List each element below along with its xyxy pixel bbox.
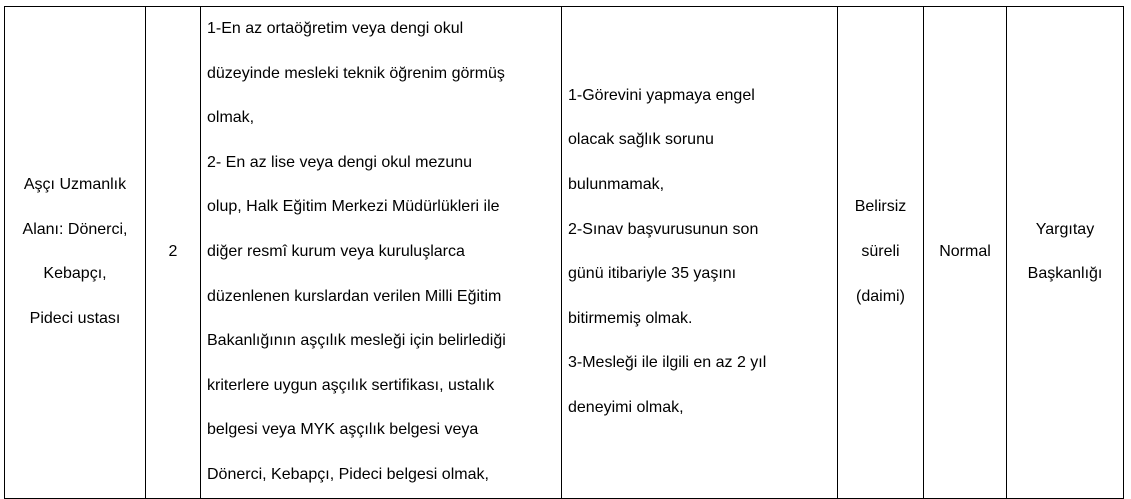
requirement-line: deneyimi olmak, (568, 399, 684, 417)
education-line: düzenlenen kurslardan verilen Milli Eğitim (207, 287, 502, 305)
duration-line: Belirsiz (854, 198, 907, 216)
type-cell (924, 7, 1007, 499)
duration-line: süreli (861, 242, 900, 260)
position-cell (5, 7, 146, 499)
recruitment-table (4, 6, 1124, 499)
duration-cell (838, 7, 924, 499)
institution-line: Yargıtay (1035, 220, 1095, 238)
education-line: 2- En az lise veya dengi okul mezunu (207, 153, 473, 171)
education-line: kriterlere uygun aşçılık sertifikası, ustalık (207, 376, 495, 394)
education-line: belgesi veya MYK aşçılık belgesi veya (207, 421, 479, 439)
education-line: Bakanlığının aşçılık mesleği için belirlediği (207, 332, 506, 350)
position-line: Alanı: Dönerci, (22, 220, 128, 238)
institution-cell (1007, 7, 1124, 499)
education-line: 1-En az ortaöğretim veya dengi okul (207, 20, 464, 37)
requirement-line: 3-Mesleği ile ilgili en az 2 yıl (568, 354, 767, 372)
requirement-line: 1-Görevini yapmaya engel (568, 86, 755, 104)
table-row (5, 7, 1124, 499)
position-line: Aşçı Uzmanlık (23, 176, 127, 194)
position-line: Pideci ustası (29, 309, 121, 327)
education-line: düzeyinde mesleki teknik öğrenim görmüş (207, 64, 505, 82)
duration-line: (daimi) (856, 287, 905, 305)
requirement-line: bulunmamak, (568, 176, 665, 194)
requirement-line: olacak sağlık sorunu (568, 131, 714, 149)
requirement-line: günü itibariyle 35 yaşını (568, 265, 737, 283)
requirement-line: 2-Sınav başvurusunun son (568, 220, 759, 238)
education-cell (201, 7, 562, 499)
education-line: Dönerci, Kebapçı, Pideci belgesi olmak, (207, 465, 489, 483)
education-line: diğer resmî kurum veya kuruluşlarca (207, 242, 465, 260)
employment-type: Normal (939, 242, 991, 260)
requirement-line: bitirmemiş olmak. (568, 309, 693, 327)
requirements-cell (562, 7, 838, 499)
count-cell (146, 7, 201, 499)
institution-line: Başkanlığı (1027, 265, 1103, 283)
position-line: Kebapçı, (43, 265, 107, 283)
position-count: 2 (168, 242, 178, 260)
education-line: olup, Halk Eğitim Merkezi Müdürlükleri ile (207, 198, 500, 216)
education-line: olmak, (207, 109, 255, 127)
